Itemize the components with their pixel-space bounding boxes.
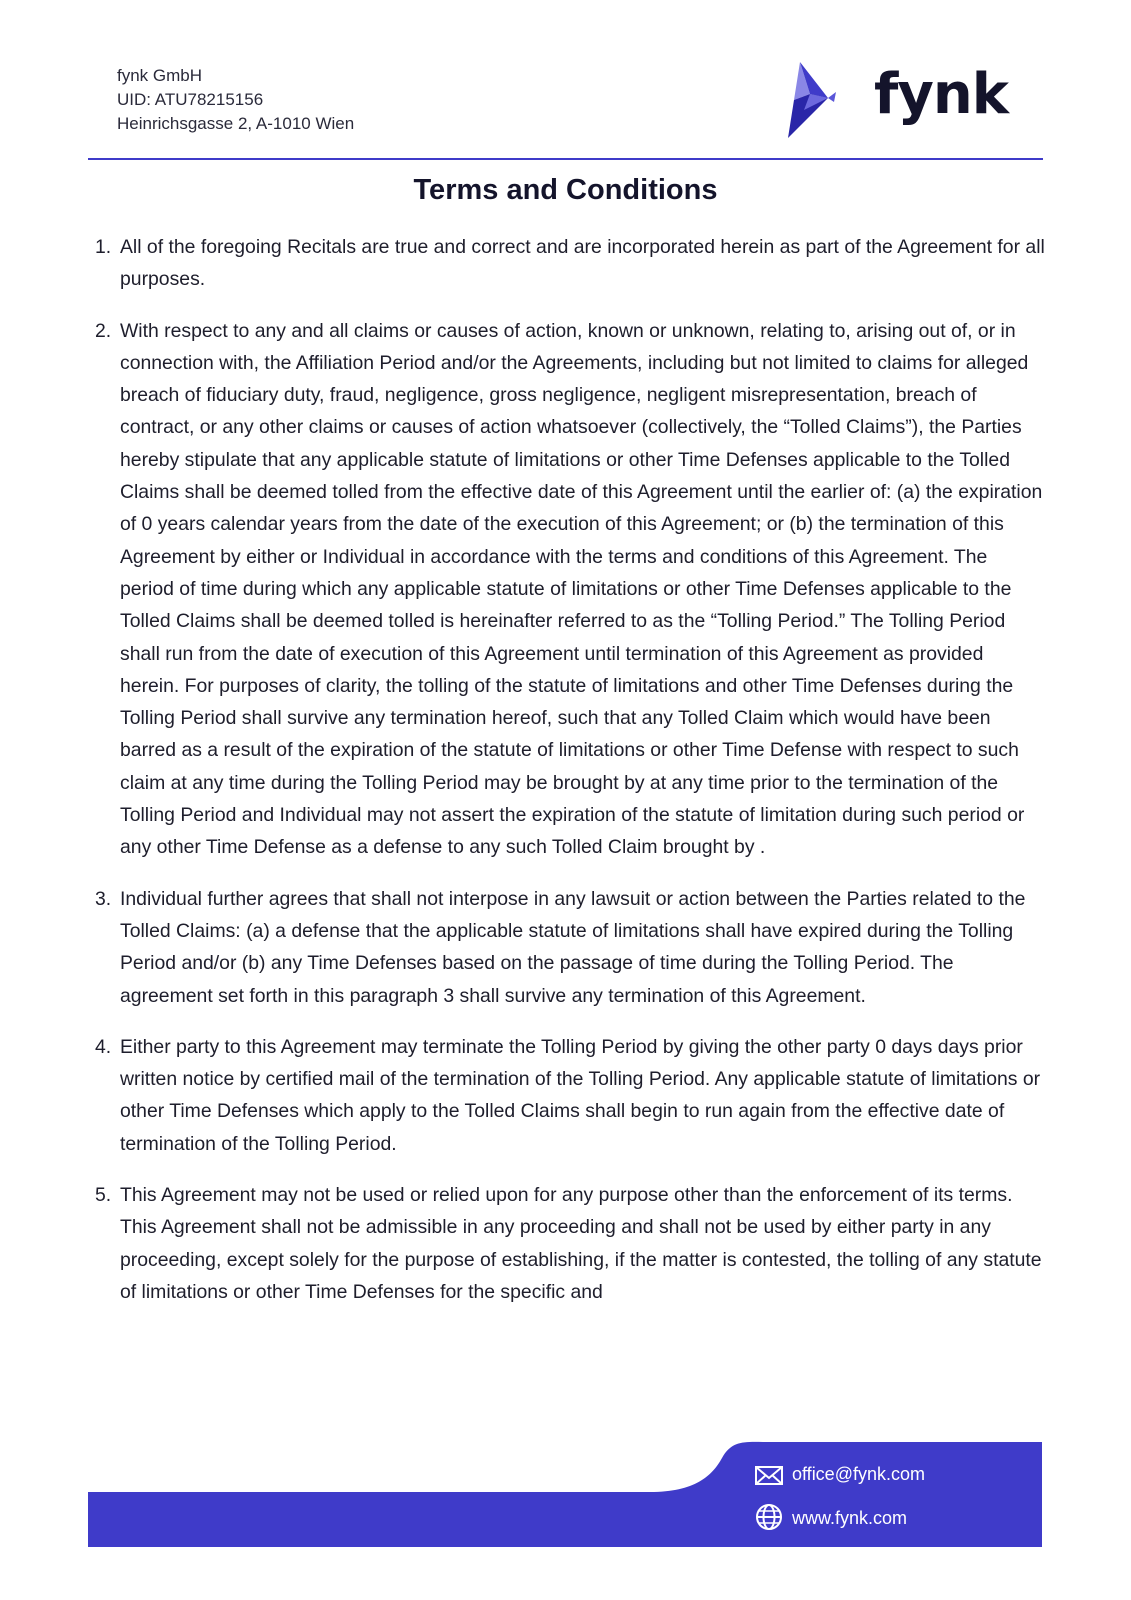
clause-text: All of the foregoing Recitals are true and correct and are incorporated herein as part of the Agreement for all purposes. xyxy=(120,236,1045,291)
clause-number: 3. xyxy=(95,887,112,910)
clause-text: With respect to any and all claims or causes of action, known or unknown, relating to, arising out of, or in connection with, the Affiliation Period and/or the Agreements, including but not limited to claims for alleged breach of fiduciary duty, fraud, negligence, gross negligence, negligent misrepresentation, breach of contract, or any other claims or causes of action whatsoever (collectively, the “Tolled Claims”), the Parties hereby stipulate that any applicable statute of limitations or other Time Defenses applicable to the Tolled Claims shall be deemed tolled from the effective date of this Agreement until the earlier of: (a) the expiration of 0 years calendar years from the date of the execution of this Agreement; or (b) the termination of this Agreement by either or Individual in accordance with the terms and conditions of this Agreement. The period of time during which any applicable statute of limitations or other Time Defenses applicable to the Tolled Claims shall be deemed tolled is hereinafter referred to as the “Tolling Period.” The Tolling Period shall run from the date of execution of this Agreement until termination of this Agreement as provided herein. For purposes of clarity, the tolling of the statute of limitations and other Time Defenses during the Tolling Period shall survive any termination hereof, such that any Tolled Claim which would have been barred as a result of the expiration of the statute of limitations or other Time Defense with respect to such claim at any time during the Tolling Period may be brought by at any time prior to the termination of the Tolling Period and Individual may not assert the expiration of the statute of limitation during such period or any other Time Defense as a defense to any such Tolled Claim brought by . xyxy=(120,319,1043,859)
company-uid: UID: ATU78215156 xyxy=(117,90,264,109)
clause-number: 5. xyxy=(95,1184,112,1207)
envelope-icon xyxy=(754,1460,784,1490)
footer-email[interactable]: office@fynk.com xyxy=(792,1464,925,1484)
globe-icon xyxy=(754,1502,784,1532)
clause-text: Individual further agrees that shall not interpose in any lawsuit or action between the Parties related to the Tolled Claims: (a) a defense that the applicable statute of limitations shall have expired during the Tolling Period and/or (b) any Time Defenses based on the passage of time during the Tolling Period. The agreement set forth in this paragraph 3 shall survive any termination of this Agreement. xyxy=(120,887,1026,1007)
company-address: Heinrichsgasse 2, A-1010 Wien xyxy=(117,114,355,133)
page-title: Terms and Conditions xyxy=(413,174,718,206)
clause-number: 2. xyxy=(95,319,112,342)
clause-text: This Agreement may not be used or relied upon for any purpose other than the enforcement of its terms. This Agreement shall not be admissible in any proceeding and shall not be used by either party in any proceeding, except solely for the purpose of establishing, if the matter is contested, the tolling of any statute of limitations or other Time Defenses for the specific and xyxy=(120,1184,1042,1303)
company-name: fynk GmbH xyxy=(117,66,203,85)
clause-number: 4. xyxy=(95,1035,112,1058)
clause-text: Either party to this Agreement may terminate the Tolling Period by giving the other party 0 days days prior written notice by certified mail of the termination of the Tolling Period. Any applicable statute of limitations or other Time Defenses which apply to the Tolled Claims shall begin to run again from the effective date of termination of the Tolling Period. xyxy=(120,1035,1041,1155)
clause-number: 1. xyxy=(95,236,112,258)
logo-wordmark: fynk xyxy=(874,62,1008,127)
footer-website[interactable]: www.fynk.com xyxy=(792,1508,908,1528)
